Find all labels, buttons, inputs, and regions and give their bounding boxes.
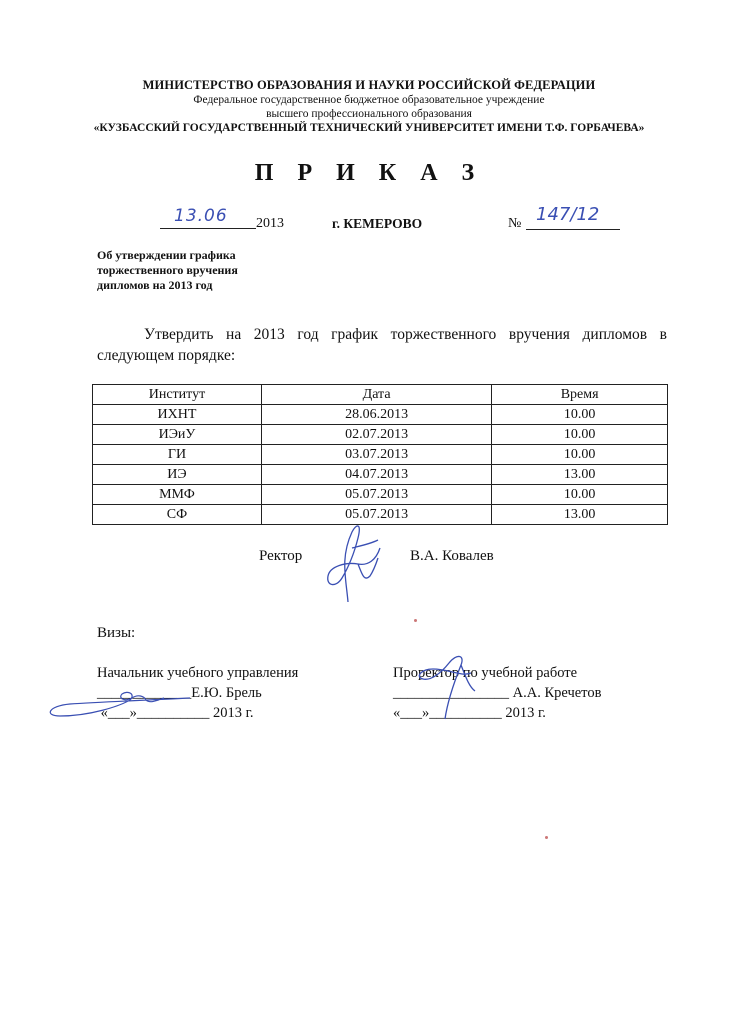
rector-signature-icon	[318, 518, 388, 606]
table-row	[93, 485, 668, 505]
signatory-name: В.А. Ковалев	[410, 548, 494, 564]
subject-line: Об утверждении графика	[97, 248, 236, 262]
cell-time: 10.00	[492, 405, 668, 425]
table-header-row	[93, 385, 668, 405]
visa-left-signature-icon	[40, 676, 200, 722]
column-header-institute: Институт	[93, 385, 262, 405]
cell-date: 05.07.2013	[261, 505, 491, 525]
cell-institute: ИЭ	[93, 465, 262, 485]
cell-time: 10.00	[492, 485, 668, 505]
signatory-role: Ректор	[259, 548, 303, 564]
cell-institute: ГИ	[93, 445, 262, 465]
cell-time: 13.00	[492, 465, 668, 485]
number-underline	[526, 229, 620, 230]
order-number-handwritten: 147/12	[536, 204, 600, 225]
visa-right-signature-line: ________________ А.А. Кречетов	[393, 685, 602, 701]
visa-left-position: Начальник учебного управления	[97, 665, 299, 681]
subject-line: дипломов на 2013 год	[97, 278, 213, 292]
cell-date: 04.07.2013	[261, 465, 491, 485]
cell-date: 05.07.2013	[261, 485, 491, 505]
visa-left-date: «___»__________ 2013 г.	[97, 705, 254, 721]
column-header-time: Время	[492, 385, 668, 405]
date-underline	[160, 228, 256, 229]
order-body: Утвердить на 2013 год график торжественного вручения дипломов в следующем порядке:	[97, 326, 667, 364]
institution-type: Федеральное государственное бюджетное образовательное учреждение	[193, 94, 545, 106]
visa-right-date: «___»__________ 2013 г.	[393, 705, 546, 721]
cell-date: 28.06.2013	[261, 405, 491, 425]
table-row	[93, 425, 668, 445]
cell-date: 02.07.2013	[261, 425, 491, 445]
visa-right-position: Проректор по учебной работе	[393, 665, 578, 681]
order-date-handwritten: 13.06	[174, 206, 228, 226]
order-year: 2013	[256, 216, 284, 231]
subject-line: торжественного вручения	[97, 263, 238, 277]
visas-label: Визы:	[97, 625, 136, 641]
document-title: П Р И К А З	[254, 160, 484, 186]
cell-institute: ИХНТ	[93, 405, 262, 425]
table-row	[93, 405, 668, 425]
education-level: высшего профессионального образования	[266, 108, 472, 120]
order-subject	[97, 248, 297, 293]
column-header-date: Дата	[261, 385, 491, 405]
visa-right-signature-icon	[405, 645, 485, 723]
cell-time: 10.00	[492, 425, 668, 445]
cell-institute: ММФ	[93, 485, 262, 505]
cell-institute: ИЭиУ	[93, 425, 262, 445]
ink-speck	[545, 836, 548, 839]
ink-speck	[414, 619, 417, 622]
table-row	[93, 465, 668, 485]
cell-time: 10.00	[492, 445, 668, 465]
cell-date: 03.07.2013	[261, 445, 491, 465]
cell-institute: СФ	[93, 505, 262, 525]
schedule-table	[92, 384, 668, 525]
ministry-heading: МИНИСТЕРСТВО ОБРАЗОВАНИЯ И НАУКИ РОССИЙСКОЙ ФЕДЕРАЦИИ	[142, 78, 596, 92]
order-number-label: №	[508, 216, 522, 231]
university-name: «КУЗБАССКИЙ ГОСУДАРСТВЕННЫЙ ТЕХНИЧЕСКИЙ УНИВЕРСИТЕТ ИМЕНИ Т.Ф. ГОРБАЧЕВА»	[93, 122, 645, 134]
visa-left-signature-line: _____________Е.Ю. Брель	[97, 685, 262, 701]
cell-time: 13.00	[492, 505, 668, 525]
table-row	[93, 445, 668, 465]
order-city: г. КЕМЕРОВО	[332, 216, 423, 231]
